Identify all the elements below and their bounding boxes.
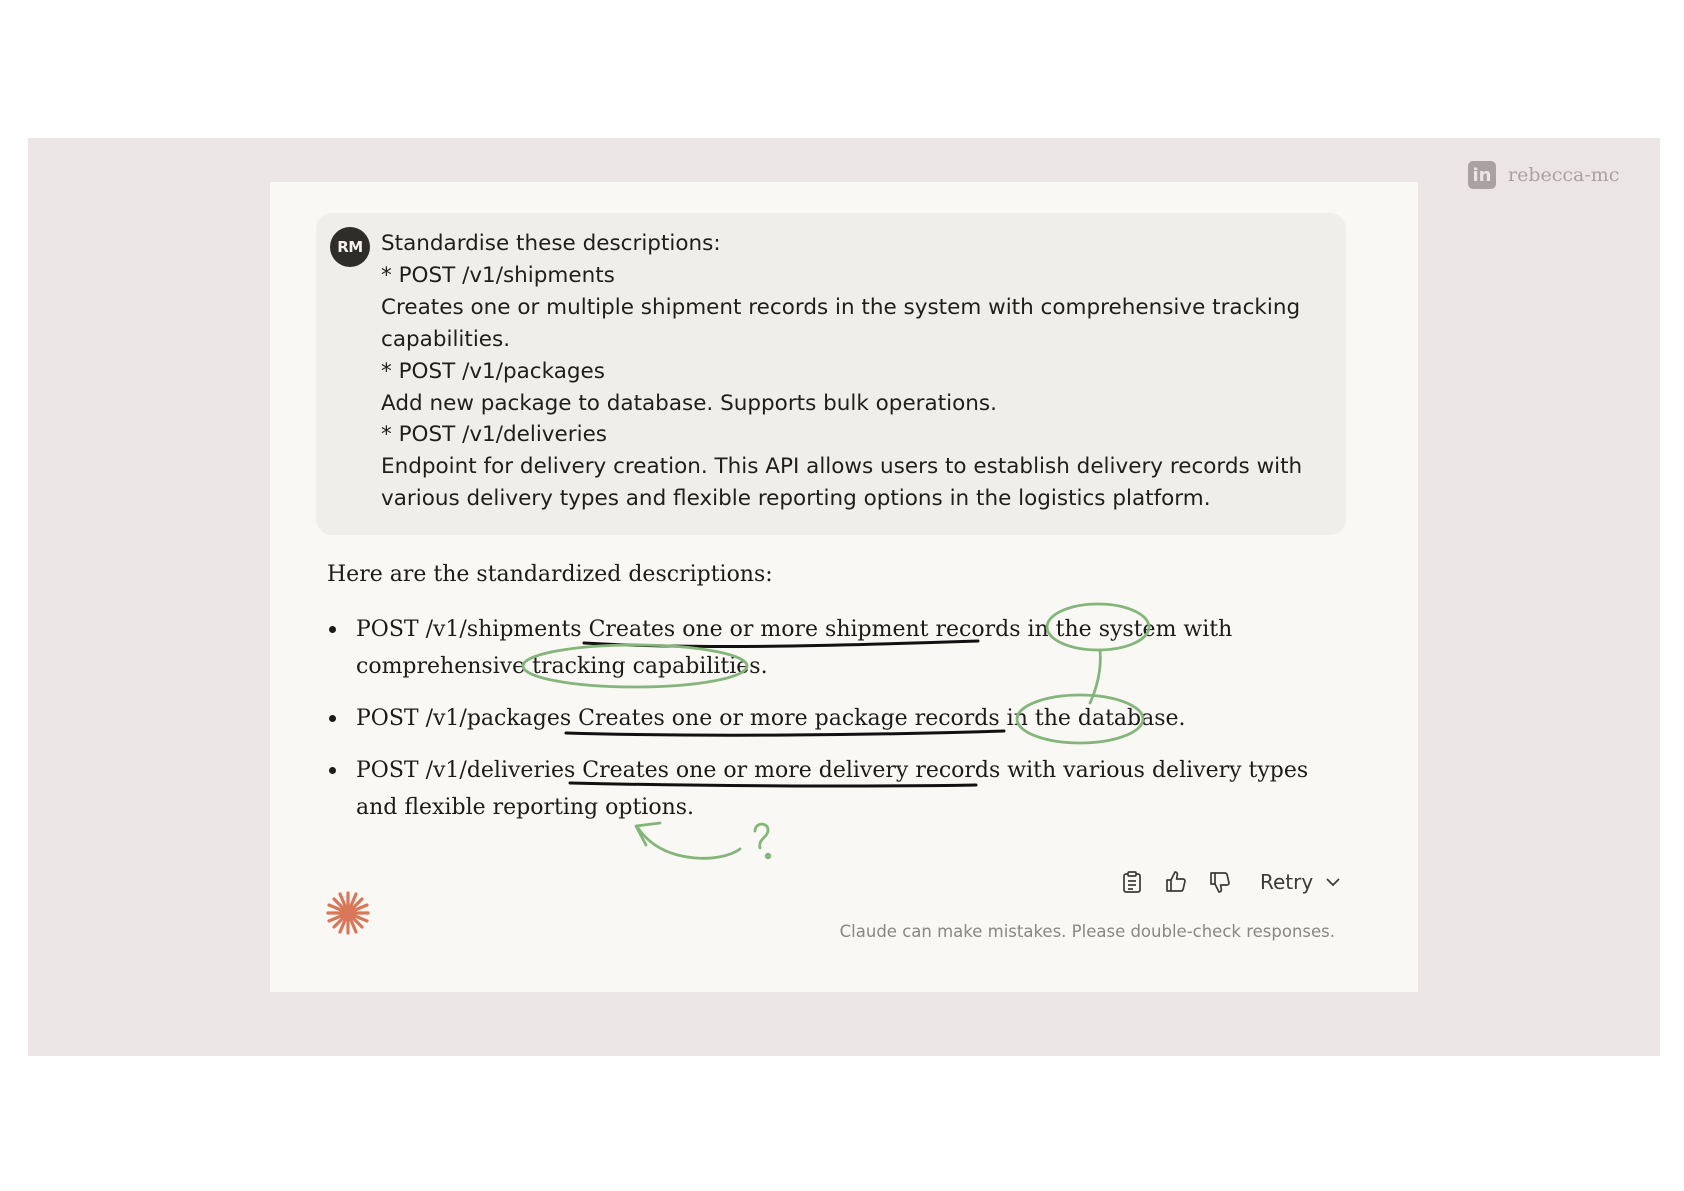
user-line: * POST /v1/packages	[381, 358, 605, 384]
list-item	[327, 611, 1327, 685]
thumbs-down-button[interactable]	[1198, 862, 1242, 902]
user-line: Add new package to database. Supports bulk operations.	[381, 390, 997, 416]
list-item-line: POST /v1/packages Creates one or more package records in the database.	[356, 706, 1186, 731]
list-item	[327, 700, 1327, 737]
watermark	[1468, 160, 1619, 190]
user-line: capabilities.	[381, 326, 511, 352]
claude-logo-icon	[324, 889, 372, 937]
thumbs-down-icon	[1208, 870, 1232, 894]
thumbs-up-button[interactable]	[1154, 862, 1198, 902]
assistant-intro: Here are the standardized descriptions:	[327, 562, 773, 587]
user-line: various delivery types and flexible reporting options in the logistics platform.	[381, 486, 1211, 512]
assistant-message	[327, 560, 1327, 841]
list-item-line: POST /v1/shipments Creates one or more shipment records in the system with	[356, 617, 1233, 642]
copy-button[interactable]	[1110, 862, 1154, 902]
watermark-handle: rebecca-mc	[1508, 164, 1620, 186]
clipboard-icon	[1121, 870, 1143, 894]
avatar: RM	[330, 227, 370, 267]
linkedin-icon: in	[1468, 161, 1496, 189]
chat-window	[270, 182, 1418, 992]
disclaimer-text: Claude can make mistakes. Please double-check responses.	[839, 922, 1335, 941]
bullet-list	[327, 611, 1327, 826]
bullet-dot	[329, 767, 336, 774]
list-item-line: comprehensive tracking capabilities.	[356, 654, 768, 679]
user-message	[316, 213, 1346, 535]
list-item	[327, 752, 1327, 826]
user-line: Endpoint for delivery creation. This API allows users to establish delivery records with	[381, 454, 1303, 480]
chevron-down-icon	[1325, 877, 1341, 887]
retry-label: Retry	[1260, 870, 1314, 894]
user-line: * POST /v1/shipments	[381, 262, 615, 288]
bullet-dot	[329, 626, 336, 633]
list-item-line: and flexible reporting options.	[356, 795, 695, 820]
user-line: * POST /v1/deliveries	[381, 422, 607, 448]
user-message-text	[381, 228, 1326, 515]
retry-button[interactable]	[1260, 870, 1341, 894]
thumbs-up-icon	[1164, 870, 1188, 894]
bullet-dot	[329, 715, 336, 722]
user-line: Creates one or multiple shipment records in the system with comprehensive tracking	[381, 294, 1301, 320]
message-actions	[1110, 862, 1341, 902]
list-item-line: POST /v1/deliveries Creates one or more delivery records with various delivery types	[356, 758, 1309, 783]
user-line: Standardise these descriptions:	[381, 231, 721, 256]
